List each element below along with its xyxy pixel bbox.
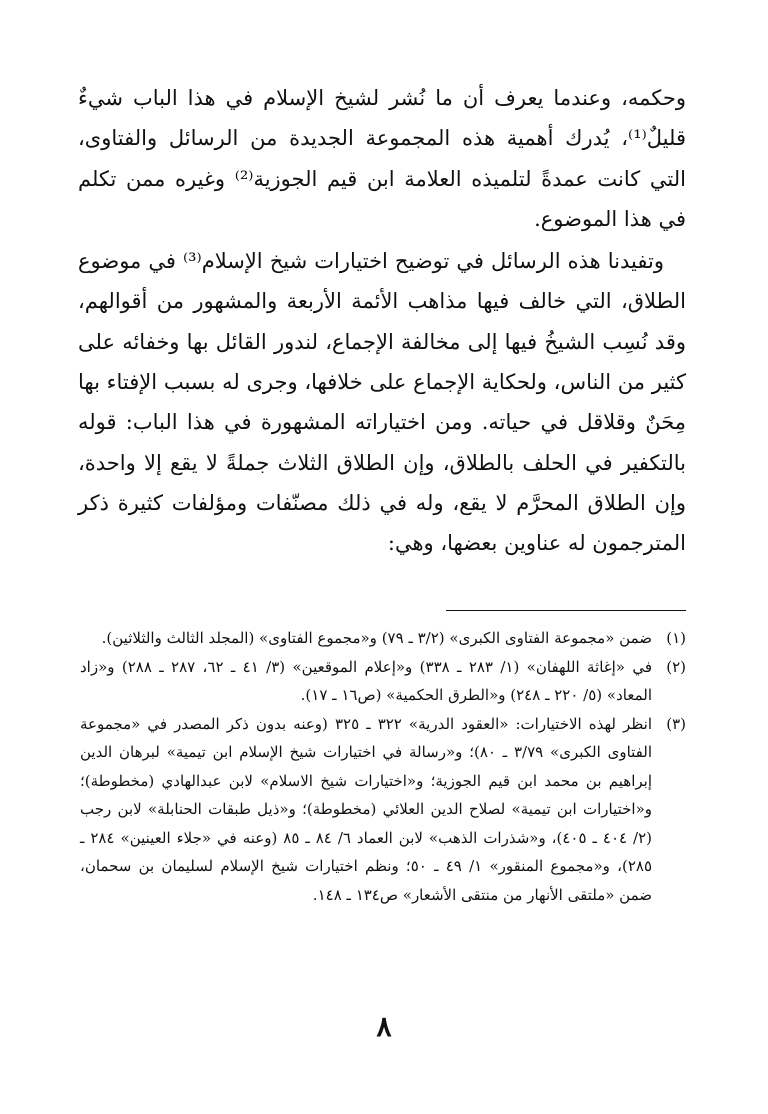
footnote-3 (80, 710, 686, 910)
footnote-1 (80, 624, 686, 653)
footnote-number: (٢) (666, 657, 686, 676)
body-paragraph-2: وتفيدنا هذه الرسائل في توضيح اختيارات شيخ الإسلام⁽³⁾ في موضوع الطلاق، التي خالف فيها مذاهب الأئمة الأربعة والمشهور من أقوالهم، وقد نُسِب الشيخُ فيها إلى مخالفة الإجماع، لندور القائل بها وخفائه على كثير من الناس، ولحكاية الإجماع على خلافها، وجرى له بسبب الإفتاء بها مِحَنٌ وقلاقل في حياته. ومن اختياراته المشهورة في هذا الباب: قوله بالتكفير في الحلف بالطلاق، وإن الطلاق الثلاث جملةً لا يقع إلا واحدة، وإن الطلاق المحرَّم لا يقع، وله في ذلك مصنّفات ومؤلفات كثيرة ذكر المترجمون له عناوين بعضها، وهي: (78, 249, 686, 556)
footnotes (80, 624, 686, 909)
footnote-text: في «إغاثة اللهفان» (١/ ٢٨٣ ـ ٣٣٨) و«إعلام الموقعين» (٣/ ٤١ ـ ٦٢، ٢٨٧ ـ ٢٨٨) و«زاد المعاد» (٥/ ٢٢٠ ـ ٢٤٨) و«الطرق الحكمية» (ص١٦ ـ ١٧). (80, 657, 653, 704)
footnote-text: ضمن «مجموعة الفتاوى الكبرى» (٣/٢ ـ ٧٩) و«مجموع الفتاوى» (المجلد الثالث والثلاثين). (101, 629, 652, 647)
main-text (78, 78, 686, 564)
body-paragraph-1: وحكمه، وعندما يعرف أن ما نُشر لشيخ الإسلام في هذا الباب شيءٌ قليلٌ⁽¹⁾، يُدرك أهمية هذه المجموعة الجديدة من الرسائل والفتاوى، التي كانت عمدةً لتلميذه العلامة ابن قيم الجوزية⁽²⁾ وغيره ممن تكلم في هذا الموضوع. (78, 86, 686, 231)
footnote-number: (٣) (666, 714, 686, 733)
page-number: ٨ (376, 1010, 392, 1043)
footnote-2 (80, 653, 686, 710)
footnote-text: انظر لهذه الاختيارات: «العقود الدرية» ٣٢٢ ـ ٣٢٥ (وعنه بدون ذكر المصدر في «مجموعة الفتاوى الكبرى» ٣/٧٩ ـ ٨٠)؛ و«رسالة في اختيارات شيخ الإسلام ابن تيمية» لبرهان الدين إبراهيم بن محمد ابن قيم الجوزية؛ و«اختيارات شيخ الاسلام» لابن عبدالهادي (مخطوطة)؛ و«اختيارات ابن تيمية» لصلاح الدين العلائي (مخطوطة)؛ و«ذيل طبقات الحنابلة» لابن رجب (٢/ ٤٠٤ ـ ٤٠٥)، و«شذرات الذهب» لابن العماد ٦/ ٨٤ ـ ٨٥ (وعنه في «جلاء العينين» ٢٨٤ ـ ٢٨٥)، و«مجموع المنقور» ١/ ٤٩ ـ ٥٠؛ ونظم اختيارات شيخ الإسلام لسليمان بن سحمان، ضمن «ملتقى الأنهار من منتقى الأشعار» ص١٣٤ ـ ١٤٨. (80, 714, 653, 904)
footnote-number: (١) (666, 629, 686, 647)
footnote-separator (446, 610, 686, 611)
